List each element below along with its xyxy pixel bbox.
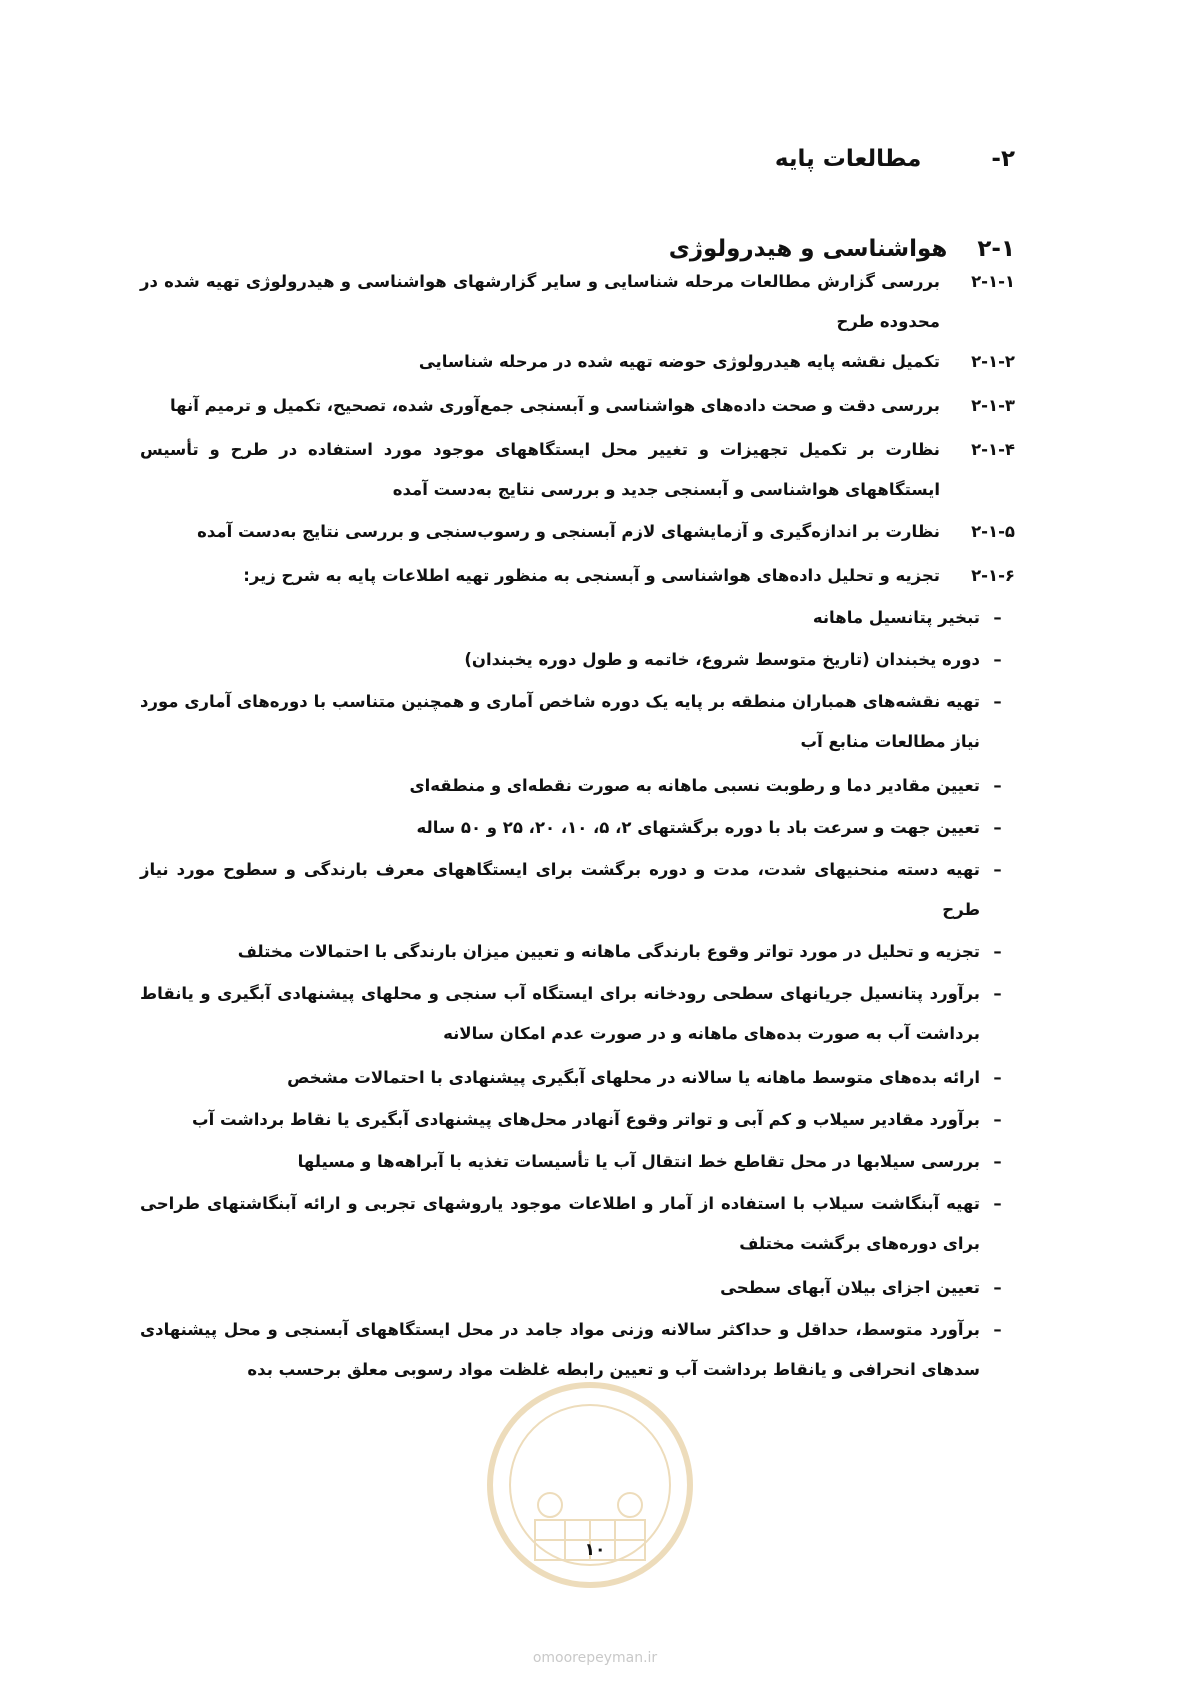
dash-marker: – (993, 1194, 1002, 1213)
item-text: تجزیه و تحلیل داده‌های هواشناسی و آبسنجی به منظور تهیه اطلاعات پایه به شرح زیر: (243, 566, 940, 585)
dash-marker: – (993, 818, 1002, 837)
bullet-text: دوره یخبندان (تاریخ متوسط شروع، خاتمه و طول دوره یخبندان) (464, 650, 980, 669)
bullet-text: تهیه آبنگاشت سیلاب با استفاده از آمار و اطلاعات موجود یاروشهای تجربی و ارائه آبنگاشتهای طراحی برای دوره‌های برگشت مختلف (140, 1194, 980, 1253)
item-number: ۲-۱-۲ (971, 352, 1015, 371)
bullet-item (140, 766, 1015, 806)
item-text: نظارت بر تکمیل تجهیزات و تغییر محل ایستگاههای موجود مورد استفاده در طرح و تأسیس ایستگاههای هواشناسی و آبسنجی جدید و بررسی نتایج به‌دست آمده (140, 440, 940, 499)
bullet-text: تبخیر پتانسیل ماهانه (812, 608, 980, 627)
item-number: ۲-۱-۳ (971, 396, 1015, 415)
item-text: نظارت بر اندازه‌گیری و آزمایشهای لازم آبسنجی و رسوب‌سنجی و بررسی نتایج به‌دست آمده (197, 522, 940, 541)
numbered-item (140, 342, 1015, 382)
bullet-item (140, 1184, 1015, 1264)
item-text: بررسی دقت و صحت داده‌های هواشناسی و آبسنجی جمع‌آوری شده، تصحیح، تکمیل و ترمیم آنها (169, 396, 940, 415)
dash-marker: – (993, 692, 1002, 711)
bullet-text: تهیه دسته منحنیهای شدت، مدت و دوره برگشت برای ایستگاههای معرف بارندگی و سطوح مورد نیاز طرح (140, 860, 980, 919)
section-number: ۲- (991, 146, 1015, 172)
item-number: ۲-۱-۶ (971, 566, 1015, 585)
bullet-text: ارائه بده‌های متوسط ماهانه یا سالانه در محلهای آبگیری پیشنهادی با احتمالات مشخص (287, 1068, 980, 1087)
numbered-item (140, 430, 1015, 510)
item-number: ۲-۱-۵ (971, 522, 1015, 541)
numbered-item (140, 386, 1015, 426)
bullet-text: برآورد متوسط، حداقل و حداکثر سالانه وزنی مواد جامد در محل ایستگاههای آبسنجی و محل پیشنهادی سدهای انحرافی و یانقاط برداشت آب و تعیین رابطه غلظت مواد رسوبی معلق برحسب بده (140, 1320, 980, 1379)
subsection-number: ۲-۱ (977, 236, 1015, 262)
subsection-heading (669, 236, 1015, 262)
bullet-text: تعیین مقادیر دما و رطوبت نسبی ماهانه به صورت نقطه‌ای و منطقه‌ای (409, 776, 980, 795)
bullet-text: تعیین اجزای بیلان آبهای سطحی (720, 1278, 980, 1297)
dash-marker: – (993, 1278, 1002, 1297)
bullet-item (140, 808, 1015, 848)
dash-marker: – (993, 1320, 1002, 1339)
dash-marker: – (993, 1152, 1002, 1171)
item-number: ۲-۱-۴ (971, 440, 1015, 459)
subsection-title: هواشناسی و هیدرولوژی (668, 236, 948, 262)
item-text: تکمیل نقشه پایه هیدرولوژی حوضه تهیه شده در مرحله شناسایی (418, 352, 940, 371)
dash-marker: – (993, 860, 1002, 879)
bullet-item (140, 1100, 1015, 1140)
dash-marker: – (993, 984, 1002, 1003)
seal-logo-icon (480, 1370, 700, 1600)
watermark-site: omoorepeyman.ir (532, 1650, 658, 1666)
item-text: بررسی گزارش مطالعات مرحله شناسایی و سایر گزارشهای هواشناسی و هیدرولوژی تهیه شده در محدوده طرح (140, 272, 940, 331)
bullet-item (140, 640, 1015, 680)
bullet-item (140, 598, 1015, 638)
dash-marker: – (993, 1068, 1002, 1087)
section-title: مطالعات پایه (774, 146, 922, 172)
dash-marker: – (993, 776, 1002, 795)
bullet-item (140, 682, 1015, 762)
dash-marker: – (993, 942, 1002, 961)
bullet-item (140, 1058, 1015, 1098)
dash-marker: – (993, 650, 1002, 669)
bullet-text: برآورد مقادیر سیلاب و کم آبی و تواتر وقوع آنهادر محل‌های پیشنهادی آبگیری یا نقاط برداشت آب (192, 1110, 980, 1129)
item-number: ۲-۱-۱ (971, 272, 1015, 291)
numbered-item (140, 512, 1015, 552)
bullet-item (140, 932, 1015, 972)
bullet-text: تهیه نقشه‌های همباران منطقه بر پایه یک دوره شاخص آماری و همچنین متناسب با دوره‌های آماری مورد نیاز مطالعات منابع آب (140, 692, 980, 751)
section-heading (775, 146, 1015, 172)
bullet-text: تجزیه و تحلیل در مورد تواتر وقوع بارندگی ماهانه و تعیین میزان بارندگی با احتمالات مختلف (237, 942, 980, 961)
bullet-text: بررسی سیلابها در محل تقاطع خط انتقال آب یا تأسیسات تغذیه با آبراهه‌ها و مسیلها (297, 1152, 980, 1171)
bullet-text: برآورد پتانسیل جریانهای سطحی رودخانه برای ایستگاه آب سنجی و محلهای پیشنهادی آبگیری و یانقاط برداشت آب به صورت بده‌های ماهانه و در صورت عدم امکان سالانه (140, 984, 980, 1043)
numbered-item (140, 262, 1015, 342)
page-number: ۱۰ (584, 1540, 606, 1560)
numbered-item (140, 556, 1015, 596)
dash-marker: – (993, 1110, 1002, 1129)
dash-marker: – (993, 608, 1002, 627)
bullet-item (140, 974, 1015, 1054)
bullet-item (140, 1268, 1015, 1308)
bullet-item (140, 1142, 1015, 1182)
bullet-text: تعیین جهت و سرعت باد با دوره برگشتهای ۲، ۵، ۱۰، ۲۰، ۲۵ و ۵۰ ساله (416, 818, 980, 837)
bullet-item (140, 850, 1015, 930)
